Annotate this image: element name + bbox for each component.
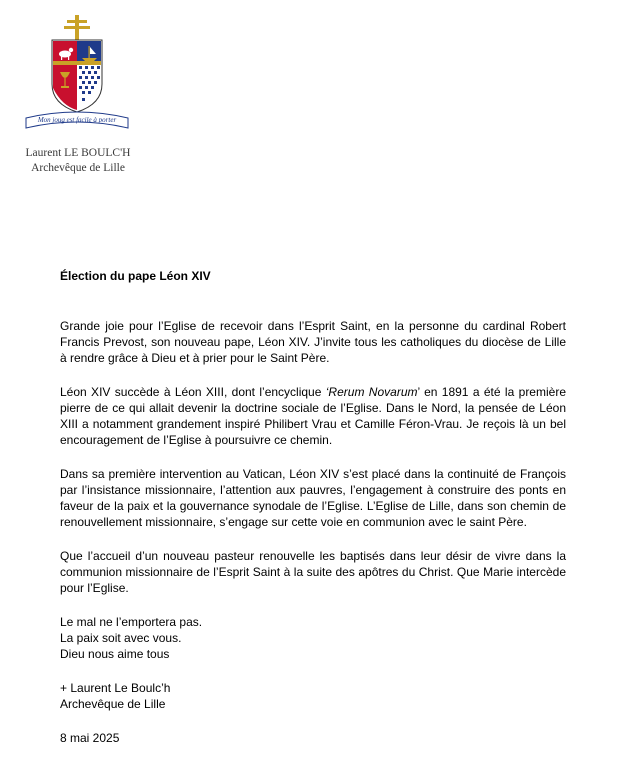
- paragraph-2-end: ’ en 1891 a été la première pierre de ce qui allait devenir la doctrine sociale de l’Eglise. Dans le Nord, la pensée de Léon XIII a notamment grandement inspiré Philibert Vrau et Camille Féron-Vrau. Je reçois là un bel encouragement de l’Eglise à poursuivre ce chemin.: [60, 385, 566, 447]
- signature-name: + Laurent Le Boulc’h: [60, 681, 171, 695]
- closing-line-1: Le mal ne l’emportera pas.: [60, 615, 203, 629]
- closing-block: [60, 614, 566, 662]
- signature-title: Archevêque de Lille: [60, 697, 166, 711]
- encyclical-title: ‘Rerum Novarum: [325, 385, 418, 399]
- paragraph-2-start: Léon XIV succède à Léon XIII, dont l’encyclique: [60, 385, 326, 399]
- coat-of-arms-logo: [22, 14, 132, 132]
- sender-name: Laurent LE BOULC'H: [25, 147, 131, 159]
- paragraph-4: Que l’accueil d’un nouveau pasteur renouvelle les baptisés dans leur désir de vivre dans la communion missionnaire de l’Esprit Saint à la suite des apôtres du Christ. Que Marie intercède pour l’Eglise.: [60, 549, 566, 595]
- sender-block: [18, 146, 138, 176]
- letter-body: [60, 268, 566, 746]
- paragraph-1: Grande joie pour l’Eglise de recevoir dans l’Esprit Saint, en la personne du cardinal Robert Francis Prevost, son nouveau pape, Léon XIV. J’invite tous les catholiques du diocèse de Lille à rendre grâce à Dieu et à prier pour le Saint Père.: [60, 319, 566, 365]
- paragraph-2: [60, 384, 566, 448]
- letter-date: 8 mai 2025: [60, 731, 120, 745]
- closing-line-3: Dieu nous aime tous: [60, 647, 170, 661]
- signature-block: [60, 680, 566, 712]
- sender-title: Archevêque de Lille: [31, 162, 125, 174]
- letter-title: Élection du pape Léon XIV: [60, 269, 211, 283]
- closing-line-2: La paix soit avec vous.: [60, 631, 182, 645]
- paragraph-3: Dans sa première intervention au Vatican, Léon XIV s’est placé dans la continuité de François par l’insistance missionnaire, l’attention aux pauvres, l’engagement à construire des ponts en faveur de la paix et la gouvernance synodale de l’Eglise. L’Eglise de Lille, dans son chemin de renouvellement missionnaire, s’engage sur cette voie en communion avec le saint Père.: [60, 467, 566, 529]
- svg-text:Mon joug est facile à porter: Mon joug est facile à porter: [37, 116, 117, 124]
